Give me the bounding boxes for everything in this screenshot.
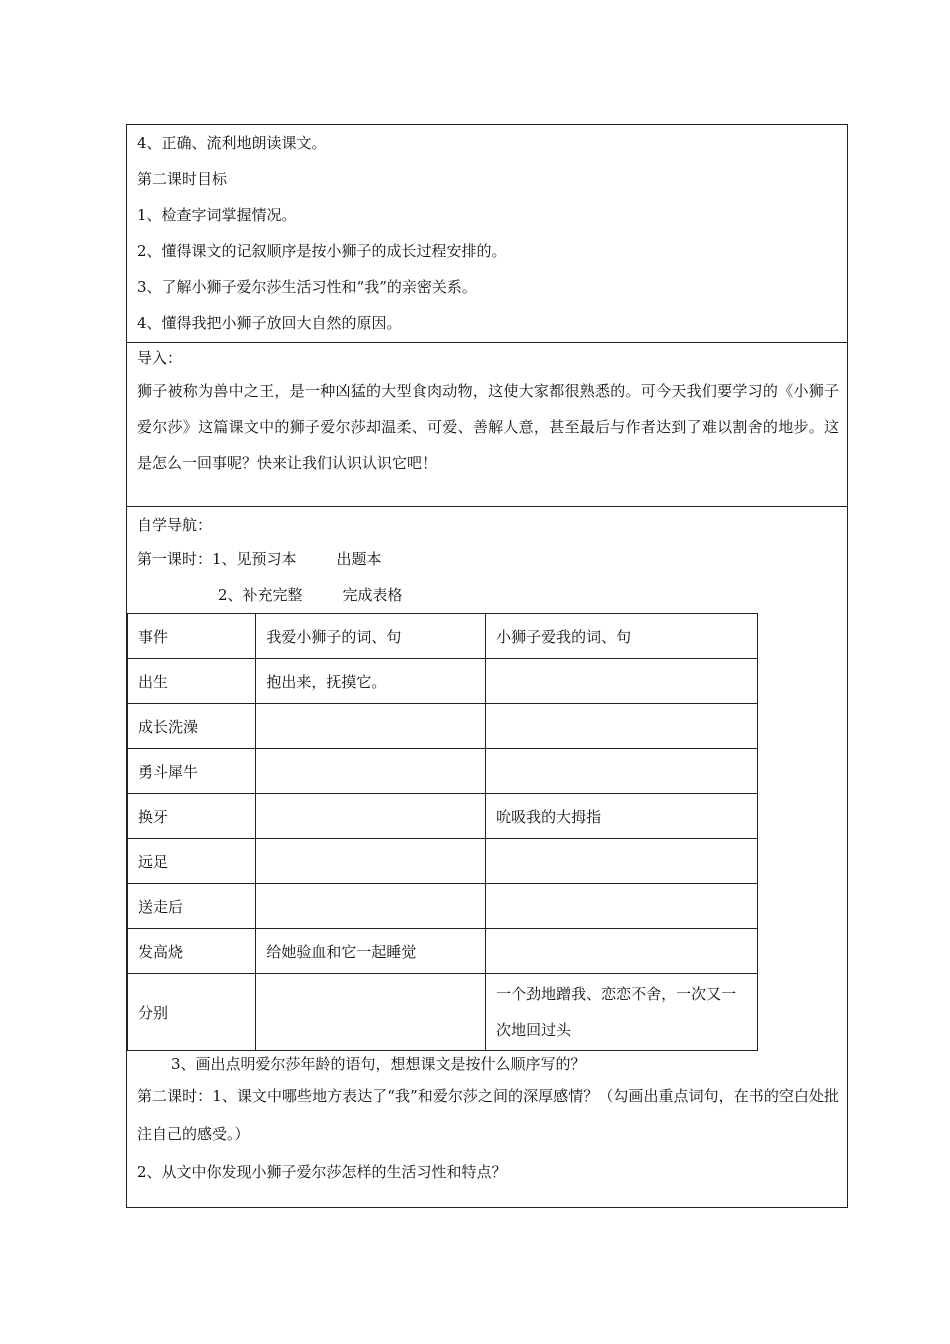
lesson2-question-2: 2、从文中你发现小狮子爱尔莎怎样的生活习性和特点？ [137,1163,507,1181]
table-cell: 换牙 [128,794,256,839]
table-cell: 分别 [128,974,256,1051]
table-row [128,884,758,929]
table-cell: 成长洗澡 [128,704,256,749]
second-lesson-title: 第二课时目标 [137,170,228,188]
table-header: 我爱小狮子的词、句 [256,614,486,659]
table-cell [256,704,486,749]
table-cell: 给她验血和它一起睡觉 [256,929,486,974]
table-cell [486,929,758,974]
table-cell-text: 一个劲地蹭我、恋恋不舍，一次又一次地回过头 [496,985,737,1039]
table-cell [486,704,758,749]
table-cell [486,884,758,929]
table-cell: 勇斗犀牛 [128,749,256,794]
table-header: 小狮子爱我的词、句 [486,614,758,659]
table-cell: 远足 [128,839,256,884]
table-row [128,929,758,974]
table-row [128,974,758,1051]
table-cell [486,749,758,794]
table-row [128,749,758,794]
lesson1-item-2b: 完成表格 [342,586,403,604]
table-header-row [128,614,758,659]
event-table [127,613,758,1051]
table-cell [256,749,486,794]
lesson1-line-b [127,577,847,613]
table-cell: 发高烧 [128,929,256,974]
table-cell [486,974,758,1051]
lesson1-item-1: 第一课时：1、见预习本 [137,550,297,568]
lesson2-question-1: 第二课时：1、课文中哪些地方表达了“我”和爱尔莎之间的深厚感情？（勾画出重点词句，在书的空白处批注自己的感受。） [137,1087,839,1143]
lesson1-line-a [127,541,847,577]
table-row [128,659,758,704]
question-3: 3、画出点明爱尔莎年龄的语句，想想课文是按什么顺序写的？ [171,1055,586,1073]
objective-line: 4、正确、流利地朗读课文。 [137,134,327,152]
table-row [128,794,758,839]
table-cell [256,884,486,929]
intro-section [127,343,847,507]
table-cell [256,974,486,1051]
table-cell [256,839,486,884]
table-cell [486,659,758,704]
intro-text: 狮子被称为兽中之王，是一种凶猛的大型食肉动物，这使大家都很熟悉的。可今天我们要学习的《小狮子爱尔莎》这篇课文中的狮子爱尔莎却温柔、可爱、善解人意，甚至最后与作者达到了难以割舍的地步。这是怎么一回事呢？快来让我们认识认识它吧！ [137,382,839,472]
intro-label: 导入： [137,349,183,367]
lesson-plan-table [126,124,848,1208]
objective-item: 3、了解小狮子爱尔莎生活习性和“我”的亲密关系。 [137,278,477,296]
objective-item: 2、懂得课文的记叙顺序是按小狮子的成长过程安排的。 [137,242,507,260]
table-header: 事件 [128,614,256,659]
table-cell: 吮吸我的大拇指 [486,794,758,839]
objectives-section [127,125,847,343]
guide-label: 自学导航： [137,516,213,534]
table-cell [256,794,486,839]
table-cell: 送走后 [128,884,256,929]
table-row [128,704,758,749]
table-cell: 出生 [128,659,256,704]
lesson1-item-1b: 出题本 [336,550,382,568]
objective-item: 1、检查字词掌握情况。 [137,206,297,224]
table-row [128,839,758,884]
guide-section [127,507,847,1207]
lesson1-item-2: 2、补充完整 [218,586,303,604]
table-cell [486,839,758,884]
objective-item: 4、懂得我把小狮子放回大自然的原因。 [137,314,402,332]
table-cell: 抱出来，抚摸它。 [256,659,486,704]
